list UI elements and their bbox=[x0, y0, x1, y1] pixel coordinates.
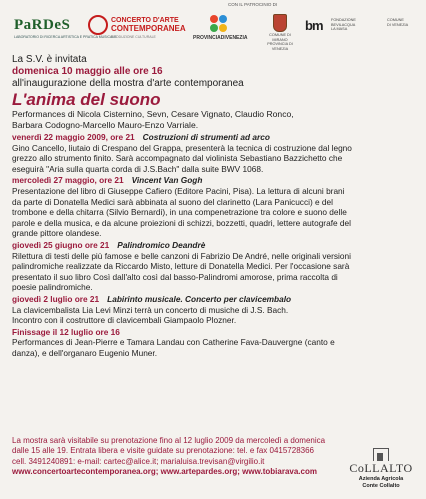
footer-info bbox=[12, 436, 342, 477]
event-text: Presentazione del libro di Giuseppe Cafiero (Editore Pacini, Pisa). La lettura di alcuni brani bbox=[12, 185, 345, 196]
event-title: Vincent Van Gogh bbox=[131, 175, 203, 186]
event-text: Performances di Jean-Pierre e Tamara Landau con Catherine Fava-Dauvergne (canto e bbox=[12, 337, 335, 348]
event-text: grezzo allo strumento finito. Sarà accompagnato dal violinista Sebastiano Bazzichetto che bbox=[12, 153, 343, 164]
event-text: Gino Cancello, liutaio di Crespano del Grappa, presenterà la tecnica di costruzione dal legno bbox=[12, 142, 352, 153]
bevilacqua-logo bbox=[305, 18, 409, 33]
venezia-line2: DI VENEZIA bbox=[387, 22, 409, 27]
pardes-subtitle: LABORATORIO DI RICERCA ARTISTICA E PRATICA MUSICALE bbox=[14, 35, 117, 39]
invite-occasion: all'inaugurazione della mostra d'arte contemporanea bbox=[12, 78, 244, 89]
concerto-circle-icon bbox=[88, 15, 108, 35]
comune-name: COMUNE DI MIRANO PROVINCIA DI VENEZIA bbox=[267, 33, 293, 51]
event-text: parole e della musica, e da alcune proiezioni di schizzi, bozzetti, quadri, lettere autografe del bbox=[12, 217, 351, 228]
collalto-line1: Azienda Agricola bbox=[358, 476, 404, 482]
event-date: giovedì 25 giugno ore 21 bbox=[12, 239, 110, 250]
bm-line3: LA MASA bbox=[331, 27, 348, 32]
provincia-dots-icon bbox=[210, 15, 228, 33]
footer-websites[interactable]: www.concertoartecontemporanea.org; www.artepardes.org; www.tobiarava.com bbox=[12, 466, 317, 476]
patrocinio-label: CON IL PATROCINIO DI bbox=[228, 2, 278, 7]
exhibition-title: L'anima del suono bbox=[12, 90, 161, 109]
event-title: Palindromico Deandrè bbox=[117, 239, 206, 250]
event-1 bbox=[12, 132, 418, 174]
event-text: presentato il suo libro Così dall'alto così dal basso-Palindromi amorose, prima raccolta di bbox=[12, 271, 338, 282]
bm-text bbox=[331, 18, 356, 32]
bm-line1: FONDAZIONE bbox=[331, 18, 356, 22]
concerto-line1: CONCERTO D'ARTE bbox=[111, 17, 179, 24]
venezia-line1: COMUNE bbox=[387, 18, 404, 22]
tower-icon bbox=[373, 448, 389, 461]
event-date: Finissage il 12 luglio ore 16 bbox=[12, 326, 120, 337]
comune-shield-icon bbox=[273, 14, 287, 32]
collalto-logo bbox=[348, 448, 414, 490]
event-title: Labirinto musicale. Concerto per clavicembalo bbox=[107, 293, 292, 304]
invite-date: domenica 10 maggio alle ore 16 bbox=[12, 66, 163, 77]
footer-line: La mostra sarà visitabile su prenotazione fino al 12 luglio 2009 da mercoledì a domenica bbox=[12, 436, 326, 445]
event-text: da parte di Donatella Medici sarà abbinata al suono del clarinetto (Lara Panicucci) e del bbox=[12, 196, 334, 207]
event-date: mercoledì 27 maggio, ore 21 bbox=[12, 175, 124, 186]
header-logos bbox=[0, 0, 426, 50]
event-text: La clavicembalista Lia Levi Minzi terrà un concerto di musiche di J.S. Bach. bbox=[12, 304, 289, 315]
event-4 bbox=[12, 294, 418, 326]
event-text: danza), e dell'organaro Eugenio Muner. bbox=[12, 347, 158, 358]
performers-line2: Barbara Codogno-Marcello Mauro-Enzo Varriale. bbox=[12, 120, 199, 130]
event-date: giovedì 2 luglio ore 21 bbox=[12, 293, 100, 304]
concerto-line2: CONTEMPORANEA bbox=[111, 24, 186, 33]
provincia-name: PROVINCIADIVENEZIA bbox=[193, 35, 248, 41]
event-text: Rilettura di testi delle più famose e belle canzoni di Fabrizio De André, nelle originali versioni bbox=[12, 250, 351, 261]
event-text: grande pittore olandese. bbox=[12, 228, 102, 239]
event-3 bbox=[12, 240, 418, 293]
event-date: venerdì 22 maggio 2009, ore 21 bbox=[12, 132, 135, 142]
performers-line1: Performances di Nicola Cisternino, Sevn, Cesare Vignato, Claudio Ronco, bbox=[12, 109, 294, 119]
bm-mark: bm bbox=[305, 18, 323, 33]
event-text: palindromiche realizzate da Riccardo Misto, letture di Donatella Medici. Per l'occasione sarà bbox=[12, 261, 350, 272]
invite-line: La S.V. è invitata bbox=[12, 54, 87, 65]
collalto-line2: Conte Collalto bbox=[362, 483, 400, 489]
collalto-mark: CoLLALTO bbox=[349, 461, 413, 475]
event-text: eseguirà "Aria sulla quarta corda di J.S.Bach" dalla suite BWV 1068. bbox=[12, 163, 264, 174]
comune-logo bbox=[265, 14, 295, 51]
provincia-logo bbox=[193, 15, 248, 41]
event-text: poesie palindromiche. bbox=[12, 282, 93, 293]
bm-line2: BEVILACQUA bbox=[331, 22, 356, 27]
event-5 bbox=[12, 327, 418, 359]
venezia-text bbox=[387, 18, 408, 27]
event-2 bbox=[12, 175, 418, 239]
pardes-name: PaRDeS bbox=[14, 17, 71, 33]
event-text: Incontro con il costruttore di clavicembali Giampaolo Plozner. bbox=[12, 315, 237, 326]
event-text: trombone e della chitarra (Silvio Bernardi), in una compenetrazione tra colore e suono delle bbox=[12, 207, 347, 218]
concerto-subtitle: PRODUZIONE CULTURALE bbox=[111, 35, 156, 39]
invitation-content bbox=[12, 54, 418, 358]
footer-line: dalle 15 alle 19. Entrata libera e visite guidate su prenotazione: tel. e fax 0415728366 bbox=[12, 446, 314, 456]
footer-line: cell. 3491240891: e-mail: cartec@alice.it; marialuisa.trevisan@virgilio.it bbox=[12, 456, 265, 466]
event-title: Costruzioni di strumenti ad arco bbox=[142, 132, 270, 142]
